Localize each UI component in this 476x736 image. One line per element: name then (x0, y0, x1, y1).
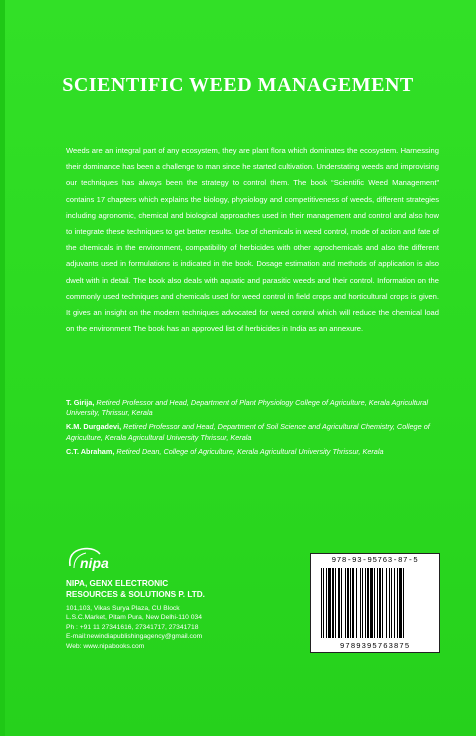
publisher-address (66, 604, 306, 651)
barcode-bar (399, 568, 402, 638)
barcode-bar (389, 568, 390, 638)
barcode-bar (356, 568, 357, 638)
phone-line: Ph : +91 11 27341616, 27341717, 27341718 (66, 623, 199, 631)
author-name: T. Girija, (66, 398, 95, 407)
barcode-bar (323, 568, 324, 638)
web-line: Web: www.nipabooks.com (66, 642, 145, 650)
author-affiliation: Retired Professor and Head, Department of Soil Science and Agricultural Chemistry, College of Agriculture, Kerala Agricultural University Thrissur, Kerala (66, 422, 430, 442)
barcode-bar (360, 568, 361, 638)
barcode-bar (328, 568, 331, 638)
barcode-bar (362, 568, 363, 638)
barcode-bar (391, 568, 392, 638)
barcode-bar (345, 568, 346, 638)
barcode-bar (382, 568, 383, 638)
address-line: L.S.C.Market, Pitam Pura, New Delhi-110 034 (66, 614, 202, 622)
barcode-bar (374, 568, 375, 638)
barcode-bars (321, 568, 429, 638)
spine-edge (0, 0, 5, 736)
barcode-bar (386, 568, 387, 638)
nipa-logo (66, 544, 128, 574)
barcode-bar (370, 568, 373, 638)
barcode-bar (352, 568, 354, 638)
author-entry (66, 447, 436, 457)
barcode-bar (367, 568, 369, 638)
barcode-bar (338, 568, 340, 638)
author-affiliation: Retired Dean, College of Agriculture, Kerala Agricultural University Thrissur, Kerala (116, 446, 384, 456)
isbn-number: 978-93-95763-87-5 (331, 557, 419, 565)
author-affiliation: Retired Professor and Head, Department of Plant Physiology College of Agriculture, Kerala Agricultural University, Thrissur, Kerala (66, 398, 429, 418)
barcode-bar (321, 568, 322, 638)
email-line: E-mail:newindiapublishingagency@gmail.com (66, 633, 203, 641)
barcode-bar (365, 568, 366, 638)
barcode-bar (379, 568, 381, 638)
author-name: C.T. Abraham, (66, 446, 115, 456)
barcode-bar (397, 568, 398, 638)
publisher-block (66, 578, 306, 651)
ean-number: 9789395763875 (339, 643, 411, 651)
barcode-bar (377, 568, 378, 638)
author-entry (66, 398, 436, 418)
address-line: 101,103, Vikas Surya Plaza, CU Block (66, 605, 180, 612)
barcode-bar (350, 568, 351, 638)
book-blurb: Weeds are an integral part of any ecosystem, they are plant flora which dominates the ecosystem. Harnessing their dominance has been a challenge to man since he started cultivation. Understating weeds and improvising our techniques has always been the strategy to control them. The book “Scientific Weed Management” contains 17 chapters which explains the biology, physiology and competitiveness of weeds, different strategies including agronomic, chemical and biological approaches used in their management and control and also how to integrate these techniques to get better results. Use of chemicals in weed control, mode of action and fate of the chemicals in the environment, compatibility of herbicides with other agrochemicals and also the different adjuvants used in formulations is indicated in the book. Dosage estimation and methods of application is also dwelt with in detail. The book also deals with aquatic and parasitic weeds and their control. Information on the commonly used techniques and chemicals used for weed control in field crops and horticultural crops is given. It gives an insight on the modern techniques advocated for weed control which will reduce the chemical load on the environment The book has an approved list of herbicides in India as an annexure. (66, 146, 439, 334)
book-title: SCIENTIFIC WEED MANAGEMENT (62, 74, 414, 96)
publisher-name: NIPA, GENX ELECTRONIC RESOURCES & SOLUTIONS P. LTD. (66, 579, 205, 599)
author-name: K.M. Durgadevi, (66, 422, 122, 432)
barcode-bar (394, 568, 395, 638)
barcode-bar (341, 568, 342, 638)
author-entry (66, 422, 436, 442)
author-list (66, 398, 436, 461)
logo-text: nipa (80, 555, 109, 571)
barcode-bar (347, 568, 349, 638)
isbn-barcode (310, 553, 440, 653)
barcode-bar (335, 568, 336, 638)
barcode-bar (326, 568, 327, 638)
barcode-bar (332, 568, 334, 638)
barcode-bar (403, 568, 404, 638)
